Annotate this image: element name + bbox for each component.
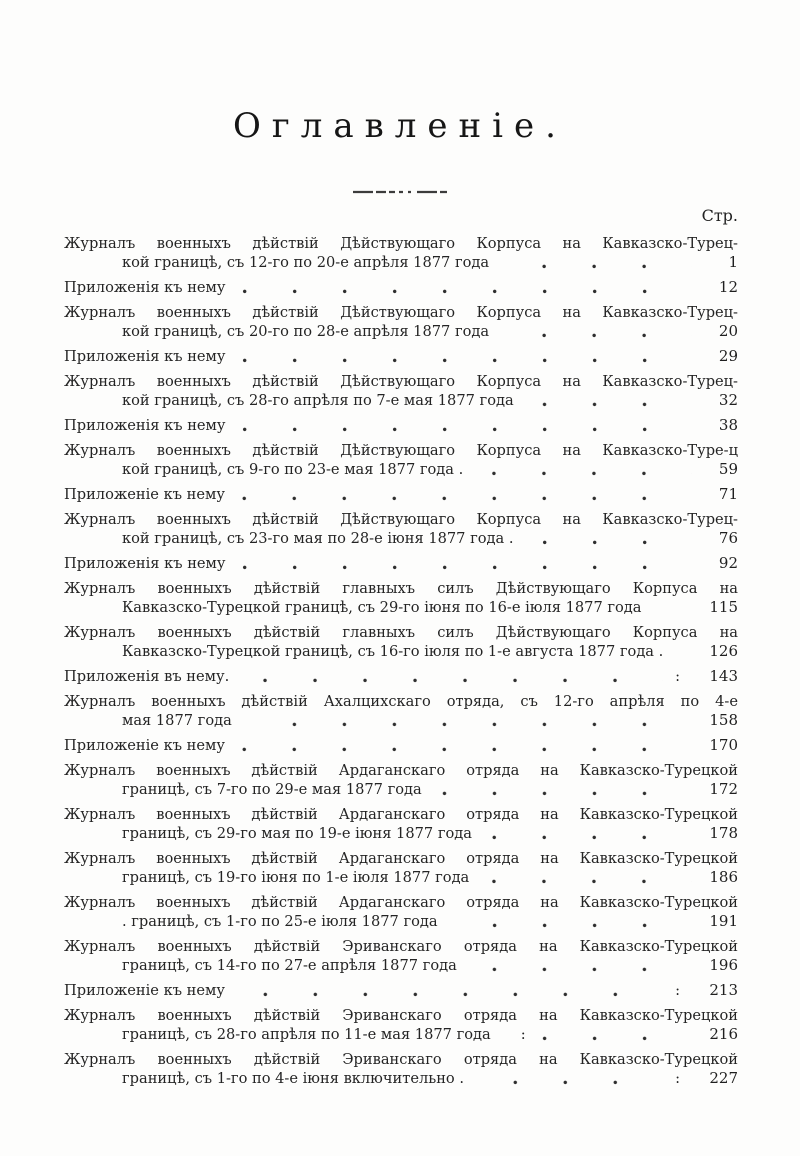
entry-line: Журналъ военныхъ дѣйствій Ардаганскаго отряда на Кавказско-Турецкой — [64, 894, 738, 911]
toc-entry — [64, 805, 738, 843]
page-number: 29 — [718, 347, 738, 365]
toc-entry — [64, 510, 738, 548]
toc-entry — [64, 981, 738, 1000]
page-title: Оглавленіе. — [233, 106, 567, 146]
entry-last-line — [64, 824, 738, 843]
toc-entry — [64, 347, 738, 366]
entry-line: Журналъ военныхъ дѣйствій Ардаганскаго отряда на Кавказско-Турецкой — [64, 762, 738, 779]
entry-line: Журналъ военныхъ дѣйствій главныхъ силъ Дѣйствующаго Корпуса на — [64, 580, 738, 597]
entry-last-line — [64, 981, 738, 1000]
entry-line: Журналъ военныхъ дѣйствій Дѣйствующаго Корпуса на Кавказско-Турец- — [64, 373, 738, 390]
toc-entry — [64, 1050, 738, 1088]
entry-text: Приложенія въ нему. — [64, 668, 230, 685]
entry-line: Журналъ военныхъ дѣйствій Эриванскаго отряда на Кавказско-Турецкой — [64, 1051, 738, 1068]
toc-entry — [64, 485, 738, 504]
entry-text: кой границѣ, съ 28-го апрѣля по 7-е мая 1877 года — [122, 392, 514, 409]
toc-entry — [64, 667, 738, 686]
entry-last-line — [64, 278, 738, 297]
dot-leader — [454, 923, 692, 928]
entry-line: Журналъ военныхъ дѣйствій Эриванскаго отряда на Кавказско-Турецкой — [64, 1007, 738, 1024]
entry-last-line — [64, 554, 738, 573]
entry-text: кой границѣ, съ 12-го по 20-е апрѣля 1877 года — [122, 254, 490, 271]
entry-prenumber-mark: : — [675, 668, 680, 685]
entry-line: Журналъ военныхъ дѣйствій Дѣйствующаго Корпуса на Кавказско-Турец- — [64, 235, 738, 252]
toc-entry — [64, 692, 738, 730]
dot-leader — [530, 402, 692, 407]
entry-text: границѣ, съ 19-го іюня по 1-е іюля 1877 года — [122, 869, 470, 886]
entry-text: Приложенія къ нему — [64, 555, 226, 572]
entry-last-line — [64, 347, 738, 366]
entry-line: Журналъ военныхъ дѣйствій Дѣйствующаго Корпуса на Кавказско-Турец- — [64, 304, 738, 321]
entry-text: Приложеніе къ нему — [64, 737, 225, 754]
toc-entry — [64, 736, 738, 755]
entry-last-line — [64, 460, 738, 479]
entry-line: Журналъ военныхъ дѣйствій Дѣйствующаго Корпуса на Кавказско-Турец- — [64, 511, 738, 528]
entry-text: Приложенія къ нему — [64, 417, 226, 434]
entry-last-line — [64, 529, 738, 548]
entry-line: Журналъ военныхъ дѣйствій Эриванскаго отряда на Кавказско-Турецкой — [64, 938, 738, 955]
toc-entry — [64, 623, 738, 661]
page-number: 32 — [718, 391, 738, 409]
toc-content — [0, 186, 800, 1088]
dot-leader — [242, 289, 692, 294]
dot-leader — [658, 609, 693, 614]
page-number: 170 — [709, 736, 738, 754]
page-number: 196 — [709, 956, 738, 974]
page-number: 126 — [709, 642, 738, 660]
entry-text: . границѣ, съ 1-го по 25-е іюля 1877 года — [122, 913, 438, 930]
entry-last-line — [64, 1025, 738, 1044]
entry-text: кой границѣ, съ 20-го по 28-е апрѣля 1877 года — [122, 323, 490, 340]
entry-last-line — [64, 912, 738, 931]
page-number: 92 — [718, 554, 738, 572]
entry-line: Журналъ военныхъ дѣйствій Ардаганскаго отряда на Кавказско-Турецкой — [64, 850, 738, 867]
toc-entry — [64, 579, 738, 617]
dot-leader — [479, 471, 692, 476]
entry-prenumber-mark: : — [675, 1070, 680, 1087]
entry-last-line — [64, 391, 738, 410]
toc-entry — [64, 441, 738, 479]
entry-text: Приложеніе къ нему — [64, 982, 225, 999]
page-number: 158 — [709, 711, 738, 729]
entry-text: Приложенія къ нему — [64, 279, 226, 296]
dot-leader — [485, 879, 692, 884]
dot-leader — [242, 565, 692, 570]
dot-leader — [241, 496, 692, 501]
entry-last-line — [64, 667, 738, 686]
toc-entry — [64, 937, 738, 975]
entry-line: Журналъ военныхъ дѣйствій главныхъ силъ Дѣйствующаго Корпуса на — [64, 624, 738, 641]
entry-last-line — [64, 598, 738, 617]
entry-trailing-mark: : — [520, 1026, 526, 1043]
entry-last-line — [64, 416, 738, 435]
entry-line: Журналъ военныхъ дѣйствій Ахалцихскаго отряда, съ 12-го апрѣля по 4-е — [64, 693, 738, 710]
dot-leader — [241, 992, 663, 997]
entry-last-line — [64, 956, 738, 975]
page-number: 172 — [709, 780, 738, 798]
toc-entry — [64, 761, 738, 799]
toc-entry — [64, 372, 738, 410]
entry-last-line — [64, 780, 738, 799]
page-number: 227 — [709, 1069, 738, 1087]
entry-text: кой границѣ, съ 23-го мая по 28-е іюня 1877 года . — [122, 530, 514, 547]
entry-last-line — [64, 711, 738, 730]
page-number: 20 — [718, 322, 738, 340]
toc-list — [64, 234, 738, 1088]
dot-leader — [438, 791, 692, 796]
entry-line: Журналъ военныхъ дѣйствій Дѣйствующаго Корпуса на Кавказско-Туре-ц — [64, 442, 738, 459]
dot-leader — [473, 967, 692, 972]
page-number: 38 — [718, 416, 738, 434]
dot-leader — [505, 264, 692, 269]
entry-line: Журналъ военныхъ дѣйствій Ардаганскаго отряда на Кавказско-Турецкой — [64, 806, 738, 823]
page-number: 216 — [709, 1025, 738, 1043]
dot-leader — [530, 540, 693, 545]
entry-last-line — [64, 736, 738, 755]
page-number: 186 — [709, 868, 738, 886]
toc-entry — [64, 303, 738, 341]
entry-text: границѣ, съ 14-го по 27-е апрѣля 1877 года — [122, 957, 457, 974]
page-column-header: Стр. — [701, 206, 738, 225]
page-number: 59 — [718, 460, 738, 478]
toc-entry — [64, 234, 738, 272]
entry-text: Приложенія къ нему — [64, 348, 226, 365]
entry-text: кой границѣ, съ 9-го по 23-е мая 1877 года . — [122, 461, 464, 478]
dot-leader — [242, 427, 692, 432]
page-number: 71 — [718, 485, 738, 503]
entry-text: Кавказско-Турецкой границѣ, съ 29-го іюня по 16-е іюля 1877 года — [122, 599, 642, 616]
entry-prenumber-mark: : — [675, 982, 680, 999]
toc-entry — [64, 1006, 738, 1044]
page-number: 178 — [709, 824, 738, 842]
entry-text: мая 1877 года — [122, 712, 232, 729]
dot-leader — [488, 835, 692, 840]
page-number: 115 — [709, 598, 738, 616]
dot-leader — [241, 747, 692, 752]
ornament-dashes-icon — [352, 189, 448, 195]
dot-leader — [242, 358, 692, 363]
toc-entry — [64, 278, 738, 297]
entry-last-line — [64, 485, 738, 504]
entry-last-line — [64, 642, 738, 661]
entry-text: границѣ, съ 29-го мая по 19-е іюня 1877 года — [122, 825, 472, 842]
toc-entry — [64, 893, 738, 931]
page-number: 12 — [718, 278, 738, 296]
page-number: 191 — [709, 912, 738, 930]
entry-last-line — [64, 322, 738, 341]
dot-leader — [480, 1080, 663, 1085]
dot-leader — [245, 678, 663, 683]
toc-entry — [64, 849, 738, 887]
dot-leader — [542, 1036, 692, 1041]
entry-text: Кавказско-Турецкой границѣ, съ 16-го іюля по 1-е августа 1877 года . — [122, 643, 664, 660]
entry-text: границѣ, съ 7-го по 29-е мая 1877 года — [122, 781, 422, 798]
dot-leader — [505, 333, 692, 338]
toc-entry — [64, 416, 738, 435]
page-number: 1 — [728, 253, 738, 271]
entry-text: границѣ, съ 1-го по 4-е іюня включительно . — [122, 1070, 464, 1087]
entry-text: границѣ, съ 28-го апрѣля по 11-е мая 1877 года — [122, 1026, 491, 1043]
page-number: 143 — [709, 667, 738, 685]
page-number: 76 — [718, 529, 738, 547]
entry-last-line — [64, 868, 738, 887]
dot-leader — [679, 653, 692, 658]
entry-last-line — [64, 253, 738, 272]
toc-entry — [64, 554, 738, 573]
entry-text: Приложеніе къ нему — [64, 486, 225, 503]
page-number: 213 — [709, 981, 738, 999]
entry-last-line — [64, 1069, 738, 1088]
dot-leader — [248, 722, 692, 727]
